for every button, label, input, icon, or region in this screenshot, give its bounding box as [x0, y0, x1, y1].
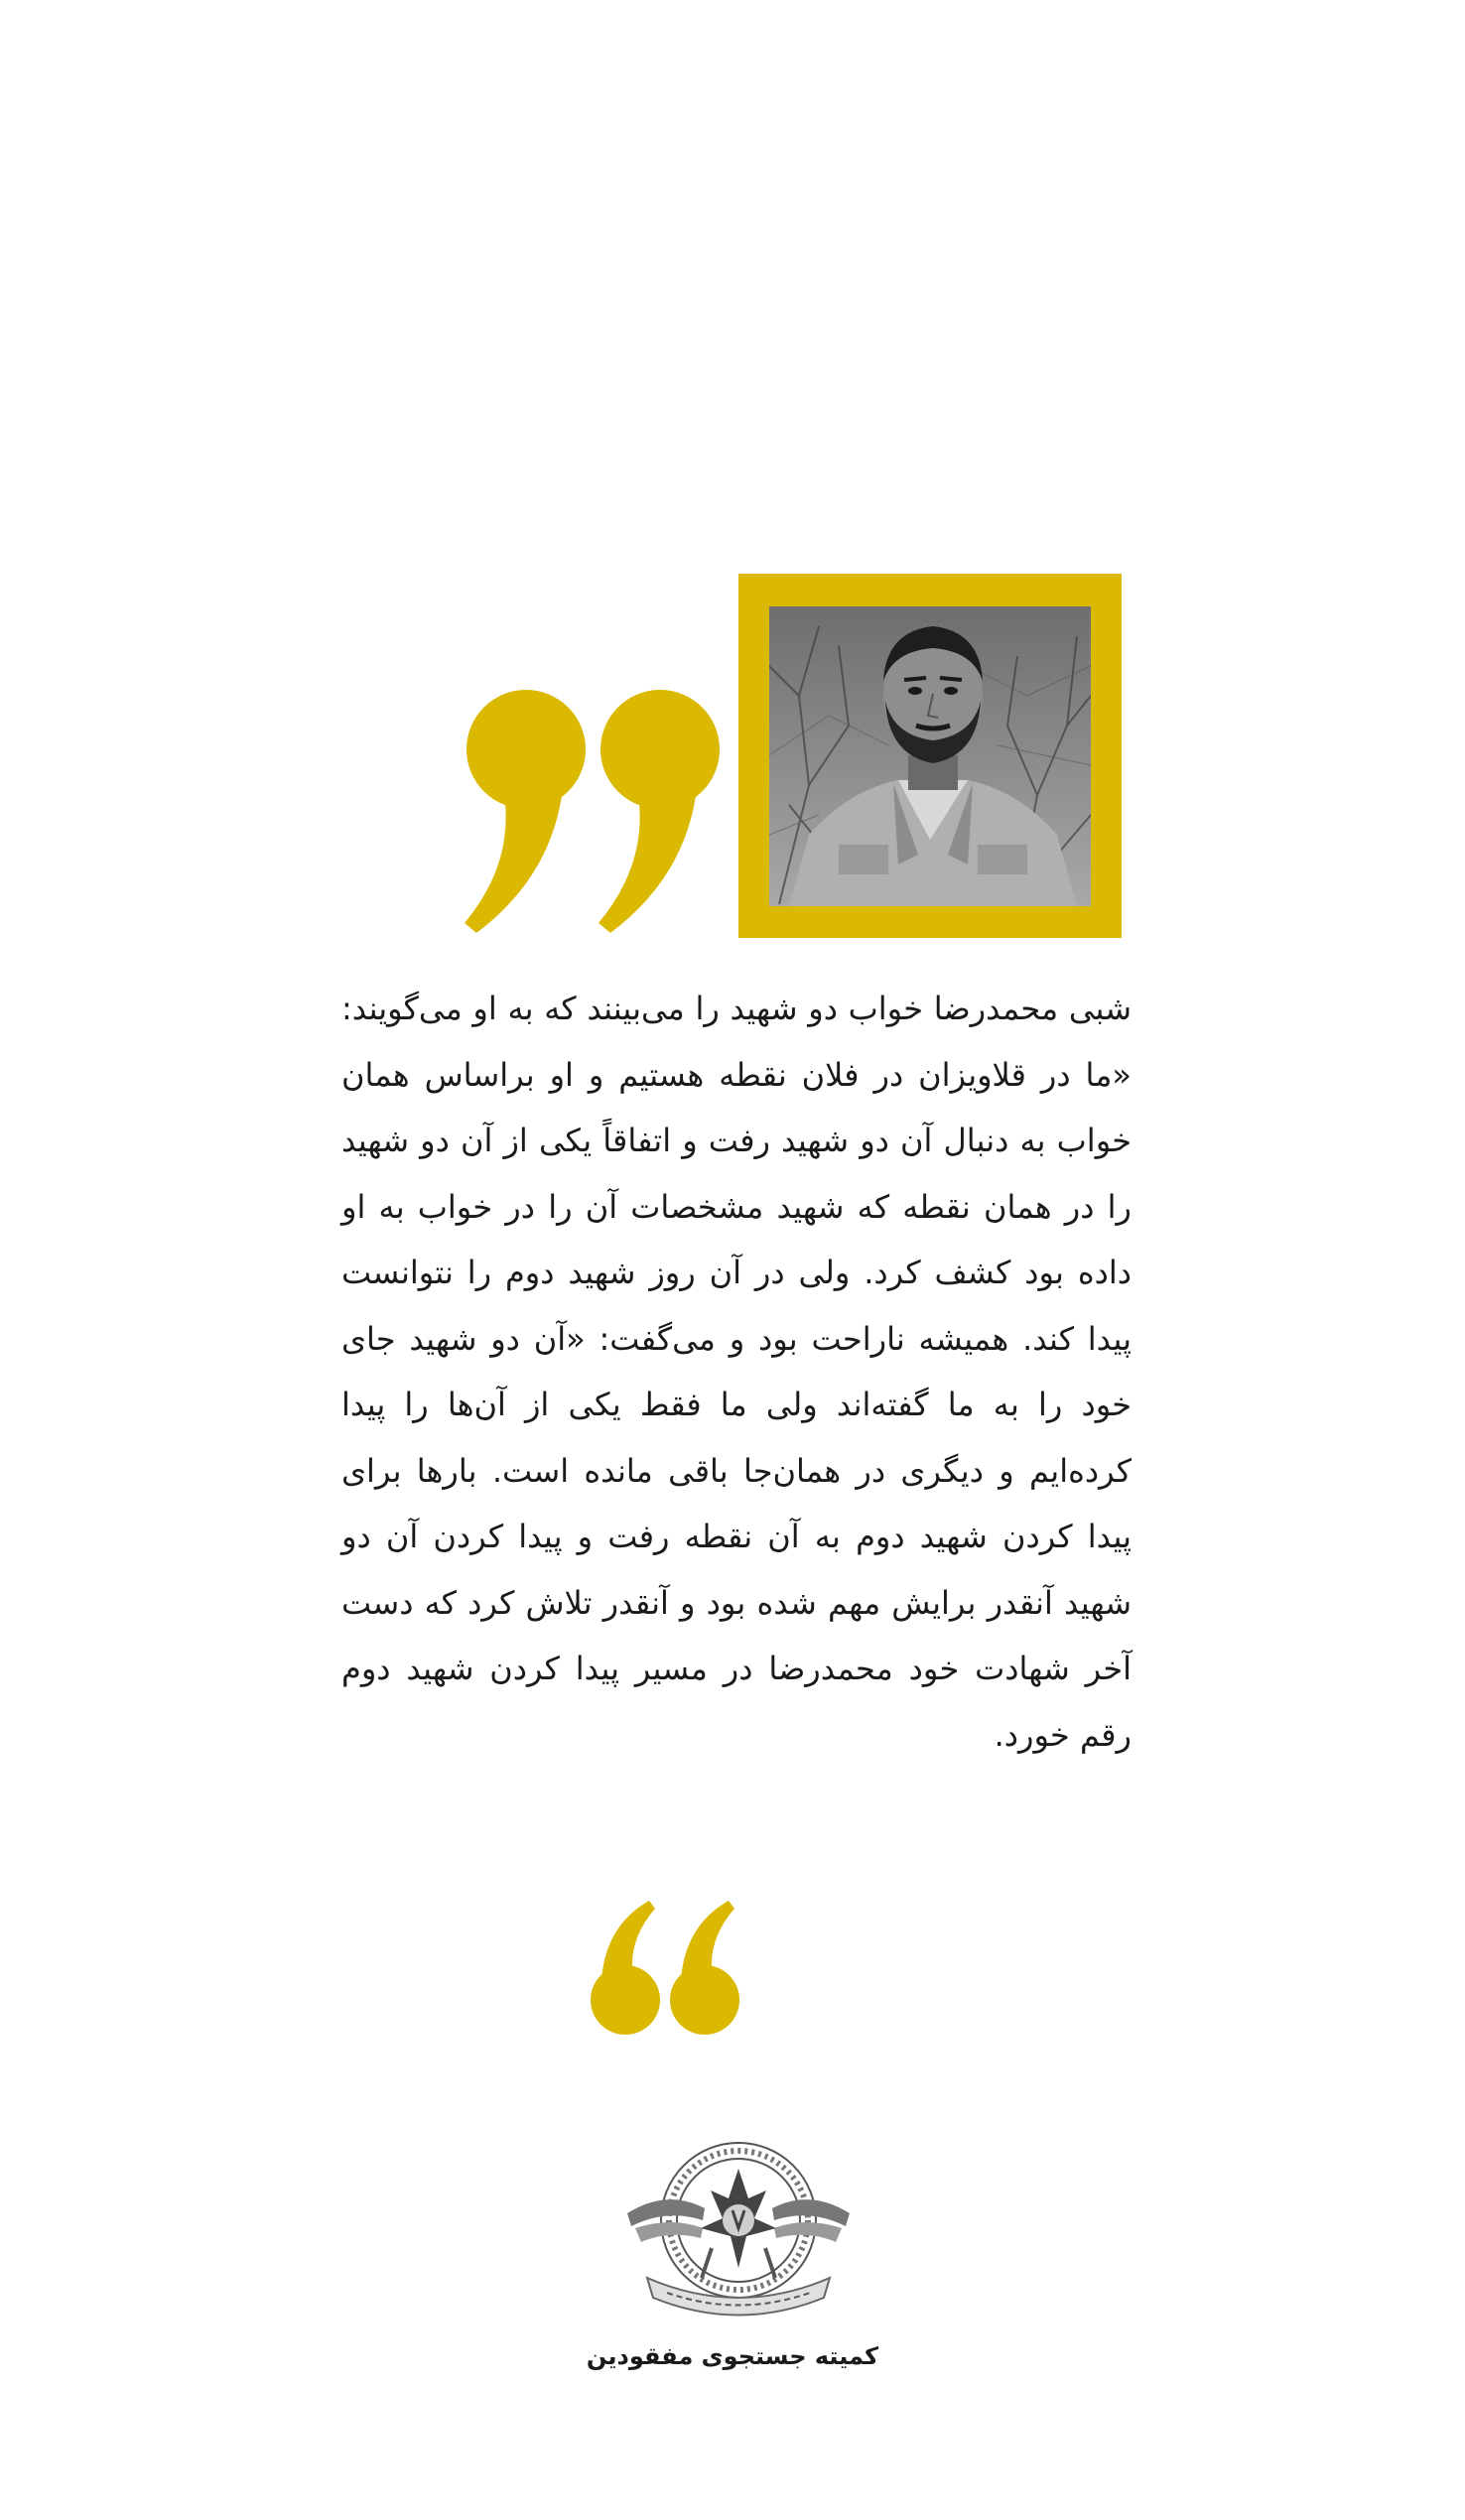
portrait-photo: [769, 606, 1091, 906]
open-quote-icon: [465, 685, 732, 953]
close-quote-icon: [588, 1901, 746, 2040]
organization-caption: کمیته جستجوی مفقودین: [586, 2342, 879, 2370]
armed-forces-emblem-icon: [617, 2129, 860, 2320]
quote-paragraph: شبی محمدرضا خواب دو شهید را می‌بینند که به او می‌گویند: «ما در قلاویزان در فلان نقطه هستیم و او براساس همان خواب به دنبال آن دو شهید رفت و اتفاقاً یکی از آن دو شهید را در همان نقطه که شهید مشخصات آن را در خواب به او داده بود کشف کرد. ولی در آن روز شهید دوم را نتوانست پیدا کند. همیشه ناراحت بود و می‌گفت: «آن دو شهید جای خود را به ما گفته‌اند ولی ما فقط یکی از آن‌ها را پیدا کرده‌ایم و دیگری در همان‌جا باقی مانده است. بارها برای پیدا کردن شهید دوم به آن نقطه رفت و پیدا کردن آن دو شهید آنقدر برایش مهم شده بود و آنقدر تلاش کرد که دست آخر شهادت خود محمدرضا در مسیر پیدا کردن شهید دوم رقم خورد.: [341, 990, 1132, 1754]
portrait-illustration: [769, 606, 1091, 906]
photo-frame: [738, 574, 1122, 938]
